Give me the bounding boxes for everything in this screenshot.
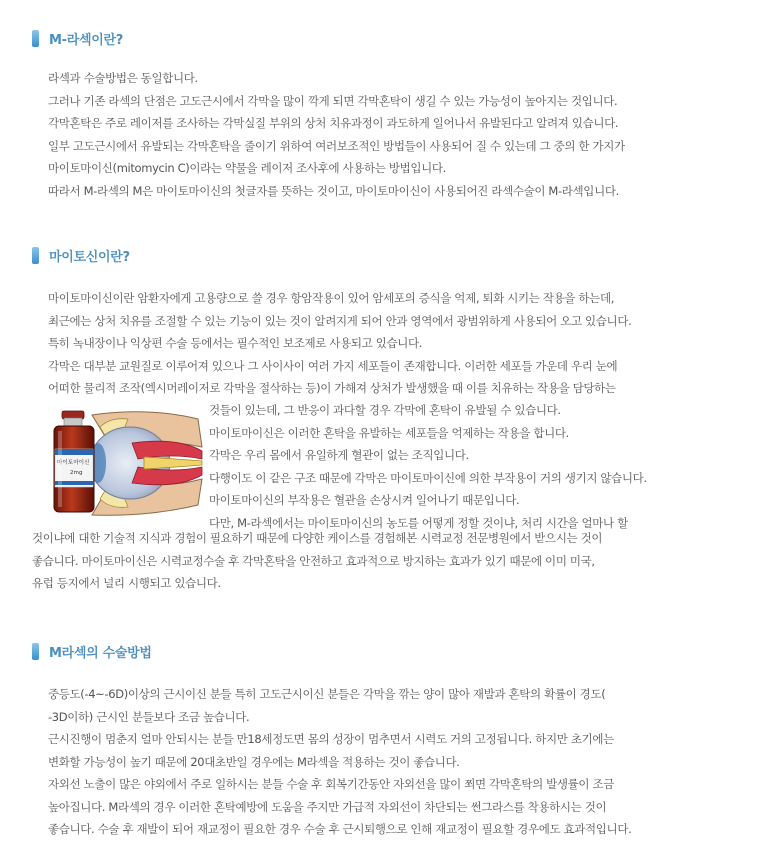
- medicine-vial-icon: [54, 411, 94, 512]
- text-line: 최근에는 상처 치유를 조절할 수 있는 기능이 있는 것이 알려지게 되어 안과 영역에서 광범위하게 사용되어 오고 있습니다.: [48, 313, 632, 328]
- eye-cross-section-icon: [89, 412, 202, 515]
- text-line: 마이토마이신이란 암환자에게 고용량으로 쓸 경우 항암작용이 있어 암세포의 증식을 억제, 퇴화 시키는 작용을 하는데,: [48, 291, 615, 305]
- text-line: 유럽 등지에서 널리 시행되고 있습니다.: [32, 576, 221, 590]
- text-line: 라섹과 수술방법은 동일합니다.: [48, 71, 198, 85]
- text-line: 좋습니다. 수술 후 재발이 되어 재교정이 필요한 경우 수술 후 근시퇴행으로 인해 재교정이 필요할 경우에도 효과적입니다.: [48, 822, 632, 836]
- mitomycin-illustration: [48, 407, 205, 517]
- illustration-graphic: [48, 407, 205, 517]
- text-line: 각막은 대부분 교원질로 이루어져 있으나 그 사이사이 여러 가지 세포들이 존재합니다. 이러한 세포들 가운데 우리 눈에: [48, 358, 618, 373]
- section-heading-surgery-method: [32, 641, 152, 661]
- text-line: 각막혼탁은 주로 레이저를 조사하는 각막실질 부위의 상처 치유과정이 과도하게 일어나서 유발된다고 알려져 있습니다.: [48, 116, 619, 130]
- vial-dose: 2mg: [70, 470, 83, 476]
- title-bar-icon: [32, 247, 39, 264]
- text-line: 특히 녹내장이나 익상편 수술 등에서는 필수적인 보조제로 사용되고 있습니다.: [48, 336, 423, 350]
- text-line: 따라서 M-라섹의 M은 마이토마이신의 첫글자를 뜻하는 것이고, 마이토마이신이 사용되어진 라섹수술이 M-라섹입니다.: [48, 183, 619, 198]
- text-line: 어떠한 물리적 조작(엑시머레이저로 각막을 절삭하는 등)이 가해져 상처가 발생했을 때 이를 치유하는 작용을 담당하는: [48, 381, 616, 395]
- text-line: 그러나 기존 라섹의 단점은 고도근시에서 각막을 많이 깍게 되면 각막혼탁이 생길 수 있는 가능성이 높아지는 것입니다.: [48, 93, 618, 108]
- section-body-mitomycin-top: [48, 287, 631, 400]
- text-line: 일부 고도근시에서 유발되는 각막혼탁을 줄이기 위하여 여러보조적인 방법들이 사용되어 질 수 있는데 그 중의 한 가지가: [48, 138, 625, 153]
- vial-label: 마이토마이신: [57, 460, 90, 466]
- section-body-m-lasek: [48, 67, 625, 202]
- section-title: M-라섹이란?: [49, 32, 124, 48]
- text-line: 마이토마이신(mitomycin C)이라는 약물을 레이저 조사후에 사용하는 방법입니다.: [48, 161, 446, 175]
- text-line: 변화할 가능성이 높기 때문에 20대초반일 경우에는 M라섹을 적용하는 것이 좋습니다.: [48, 754, 460, 769]
- section-body-mitomycin-side: [209, 399, 647, 534]
- text-line: -3D이하) 근시인 분들보다 조금 높습니다.: [48, 709, 250, 724]
- text-line: 중등도(-4~-6D)이상의 근시이신 분들 특히 고도근시이신 분들은 각막을 깎는 양이 많아 재발과 혼탁의 확률이 경도(: [48, 687, 606, 701]
- title-bar-icon: [32, 30, 39, 47]
- text-line: 다행이도 이 같은 구조 때문에 각막은 마이토마이신에 의한 부작용이 거의 생기지 않습니다.: [209, 470, 647, 485]
- text-line: 좋습니다. 마이토마이신은 시력교정수술 후 각막혼탁을 안전하고 효과적으로 방지하는 효과가 있기 때문에 이미 미국,: [32, 553, 595, 568]
- text-line: 마이토마이신의 부작용은 혈관을 손상시켜 일어나기 때문입니다.: [209, 493, 520, 507]
- section-body-mitomycin-bottom: [32, 527, 602, 595]
- text-line: 것들이 있는데, 그 반응이 과다할 경우 각막에 혼탁이 유발될 수 있습니다.: [209, 403, 561, 417]
- section-heading-m-lasek: [32, 28, 123, 48]
- text-line: 높아집니다. M라섹의 경우 이러한 혼탁예방에 도움을 주지만 가급적 자외선이 차단되는 썬그라스를 착용하시는 것이: [48, 799, 607, 814]
- text-line: 다만, M-라섹에서는 마이토마이신의 농도를 어떻게 정할 것이냐, 처리 시간을 얼마나 할: [209, 515, 628, 530]
- section-title: M라섹의 수술방법: [49, 645, 152, 661]
- section-body-surgery-method: [48, 683, 631, 841]
- text-line: 마이토마이신은 이러한 혼탁을 유발하는 세포들을 억제하는 작용을 합니다.: [209, 425, 569, 440]
- text-line: 각막은 우리 몸에서 유일하게 혈관이 없는 조직입니다.: [209, 448, 469, 462]
- title-bar-icon: [32, 643, 39, 660]
- section-title: 마이토신이란?: [49, 249, 130, 265]
- text-line: 근시진행이 멈춘지 얼마 안되시는 분들 만18세정도면 몸의 성장이 멈추면서 시력도 거의 고정됩니다. 하지만 초기에는: [48, 732, 614, 746]
- text-line: 자외선 노출이 많은 야외에서 주로 일하시는 분들 수술 후 회복기간동안 자외선을 많이 쬐면 각막혼탁의 발생률이 조금: [48, 777, 615, 791]
- text-line: 것이냐에 대한 기술적 지식과 경험이 필요하기 때문에 다양한 케이스를 경험해본 시력교정 전문병원에서 받으시는 것이: [32, 531, 603, 545]
- section-heading-mitomycin: [32, 245, 130, 265]
